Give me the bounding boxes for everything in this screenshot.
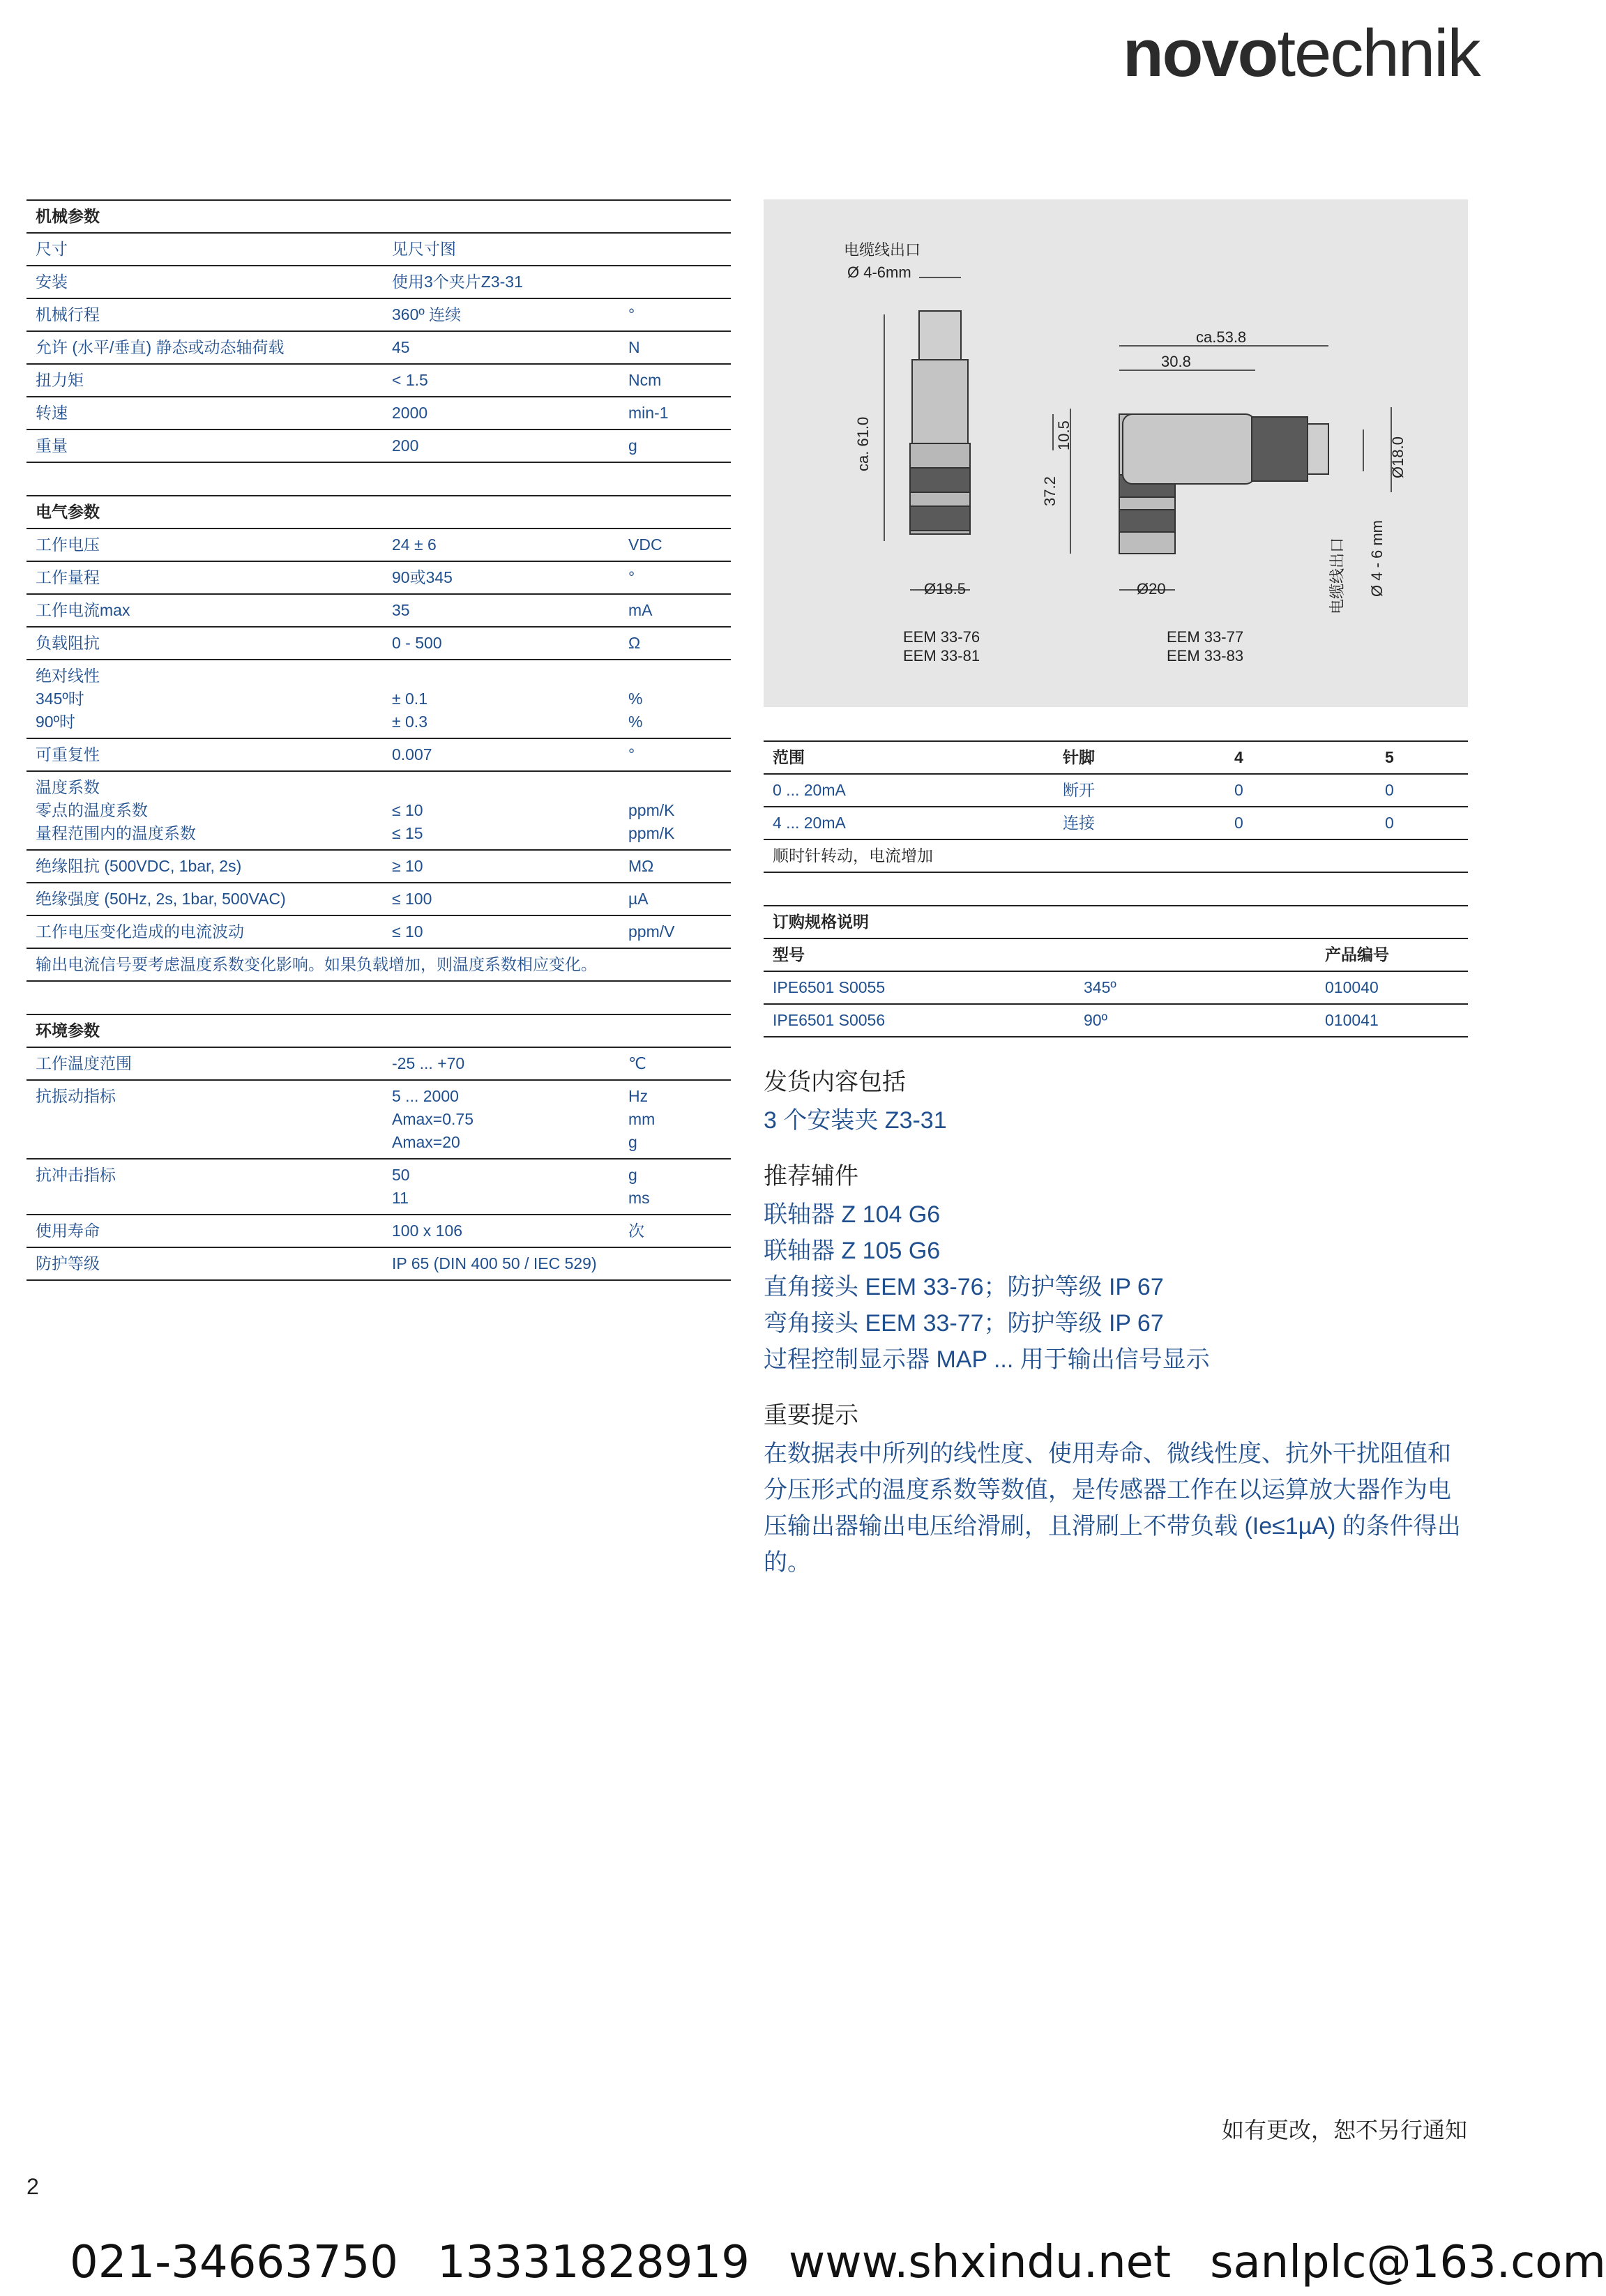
table-row: 工作电流max 35 mA (26, 594, 731, 627)
table-row: 扭力矩 < 1.5 Ncm (26, 364, 731, 397)
table-header: 型号 产品编号 (764, 938, 1468, 971)
table-row: 尺寸 见尺寸图 (26, 233, 731, 266)
important-text: 在数据表中所列的线性度、使用寿命、微线性度、抗外干扰阻值和分压形式的温度系数等数值，是传感器工作在以运算放大器作为电压输出器输出电压给滑刷，且滑刷上不带负载 (Ie≤1µA) 的条件得出的。 (764, 1440, 1461, 1576)
dia-18-label: Ø18.0 (1389, 436, 1407, 478)
order-table (764, 905, 1468, 1037)
mechanical-table (26, 199, 731, 463)
phone-1: 021-34663750 (70, 2237, 398, 2288)
accessory-item: 过程控制显示器 MAP ... 用于输出信号显示 (764, 1346, 1210, 1373)
table-row: 工作电压变化造成的电流波动 ≤ 10 ppm/V (26, 915, 731, 948)
accessories-title: 推荐辅件 (764, 1163, 858, 1189)
email-link[interactable]: sanlplc@163.com (1210, 2237, 1606, 2288)
straight-connector (910, 311, 970, 534)
table-row: 工作电压 24 ± 6 VDC (26, 529, 731, 561)
delivery-line: 3 个安装夹 Z3-31 (764, 1107, 947, 1134)
electrical-title: 电气参数 (26, 496, 731, 529)
table-row: 负载阻抗 0 - 500 Ω (26, 627, 731, 660)
spec-column (26, 199, 731, 1281)
cable-dia-label: Ø 4-6mm (847, 264, 911, 281)
angled-connector (1119, 414, 1328, 554)
environment-table (26, 1014, 731, 1281)
table-header: 范围 针脚 4 5 (764, 741, 1468, 774)
accessory-item: 弯角接头 EEM 33-77；防护等级 IP 67 (764, 1310, 1164, 1337)
model-label: EEM 33-76 (903, 628, 980, 646)
height-10-5-label: 10.5 (1055, 420, 1073, 450)
electrical-table (26, 495, 731, 982)
right-column (764, 199, 1468, 1581)
order-title: 订购规格说明 (764, 906, 1468, 938)
length-53-8-label: ca.53.8 (1196, 328, 1247, 346)
environment-title: 环境参数 (26, 1014, 731, 1047)
dimension-drawing (764, 199, 1468, 707)
table-row: 可重复性 0.007 ° (26, 738, 731, 771)
length-61-label: ca. 61.0 (854, 416, 872, 471)
height-37-2-label: 37.2 (1041, 476, 1059, 506)
table-row: IPE6501 S0055 345º 010040 (764, 971, 1468, 1004)
page-number: 2 (26, 2174, 39, 2199)
table-row: 绝缘强度 (50Hz, 2s, 1bar, 500VAC) ≤ 100 µA (26, 883, 731, 915)
table-note: 顺时针转动，电流增加 (764, 839, 1468, 872)
phone-2: 13331828919 (437, 2237, 750, 2288)
accessory-item: 联轴器 Z 105 G6 (764, 1238, 941, 1264)
dia-4-6-label: Ø 4 - 6 mm (1368, 519, 1386, 597)
table-note: 输出电流信号要考虑温度系数变化影响。如果负载增加，则温度系数相应变化。 (26, 948, 731, 981)
table-row: 允许 (水平/垂直) 静态或动态轴荷载 45 N (26, 331, 731, 364)
table-row: 工作温度范围 -25 ... +70 ℃ (26, 1047, 731, 1080)
model-label: EEM 33-77 (1167, 628, 1244, 646)
contact-footer (70, 2237, 1606, 2288)
length-30-8-label: 30.8 (1161, 353, 1191, 370)
table-row: 抗振动指标 5 ... 2000 Amax=0.75 Amax=20 Hz mm g (26, 1080, 731, 1159)
model-label: EEM 33-81 (903, 647, 980, 664)
brand-logo: novotechnik (1123, 16, 1480, 91)
table-row: 0 ... 20mA 断开 0 0 (764, 774, 1468, 807)
model-label: EEM 33-83 (1167, 647, 1244, 664)
table-row: 重量 200 g (26, 429, 731, 462)
table-row: 温度系数 零点的温度系数 量程范围内的温度系数 ≤ 10 ≤ 15 ppm/K ppm/K (26, 771, 731, 850)
table-row: 机械行程 360º 连续 ° (26, 298, 731, 331)
table-row: 安装 使用3个夹片Z3-31 (26, 266, 731, 298)
mechanical-title: 机械参数 (26, 200, 731, 233)
dia-20-label: Ø20 (1137, 580, 1166, 598)
table-row: 防护等级 IP 65 (DIN 400 50 / IEC 529) (26, 1247, 731, 1280)
accessory-item: 联轴器 Z 104 G6 (764, 1201, 941, 1228)
accessory-item: 直角接头 EEM 33-76；防护等级 IP 67 (764, 1274, 1164, 1300)
dia-18-5-label: Ø18.5 (924, 580, 966, 598)
website-link[interactable]: www.shxindu.net (788, 2237, 1172, 2288)
cable-exit-label-2: 电缆线出口 (1328, 537, 1346, 614)
change-notice: 如有更改，恕不另行通知 (1221, 2118, 1467, 2143)
table-row: 4 ... 20mA 连接 0 0 (764, 807, 1468, 839)
pin-table (764, 740, 1468, 873)
table-row: 使用寿命 100 x 106 次 (26, 1215, 731, 1247)
table-row: 工作量程 90或345 ° (26, 561, 731, 594)
delivery-title: 发货内容包括 (764, 1069, 906, 1095)
table-row: 绝缘阻抗 (500VDC, 1bar, 2s) ≥ 10 MΩ (26, 850, 731, 883)
table-row: 绝对线性 345º时 90º时 ± 0.1 ± 0.3 % % (26, 660, 731, 738)
cable-exit-label: 电缆线出口 (844, 241, 921, 259)
important-title: 重要提示 (764, 1402, 858, 1429)
table-row: IPE6501 S0056 90º 010041 (764, 1004, 1468, 1037)
table-row: 抗冲击指标 50 11 g ms (26, 1159, 731, 1215)
table-row: 转速 2000 min-1 (26, 397, 731, 429)
